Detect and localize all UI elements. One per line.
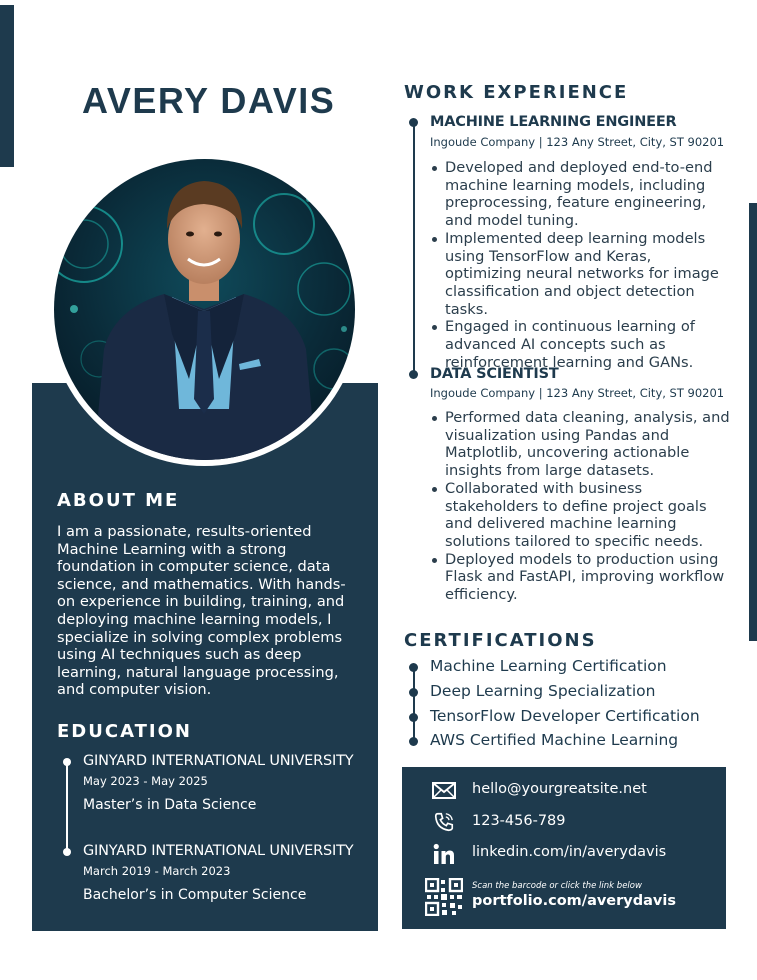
work-timeline-dot [409, 370, 418, 379]
certification-item: Machine Learning Certification [430, 657, 667, 675]
decorative-bar-right [749, 203, 757, 641]
work-experience-heading: WORK EXPERIENCE [404, 82, 629, 103]
education-heading: EDUCATION [57, 721, 192, 742]
certification-item: TensorFlow Developer Certification [430, 707, 700, 725]
education-timeline-dot [63, 848, 71, 856]
decorative-bar-left [0, 5, 14, 167]
envelope-icon [432, 782, 456, 799]
education-dates: May 2023 - May 2025 [83, 774, 208, 788]
linkedin-icon [433, 843, 455, 865]
profile-photo [54, 159, 355, 460]
linkedin-link[interactable]: linkedin.com/in/averydavis [472, 844, 667, 860]
job-bullet: Deployed models to production using Flask and FastAPI, improving workflow efficiency. [430, 551, 730, 604]
cert-dot [409, 663, 418, 672]
education-school: GINYARD INTERNATIONAL UNIVERSITY [83, 753, 354, 769]
job-bullet: Implemented deep learning models using TensorFlow and Keras, optimizing neural networks for image classification and object detection tasks. [430, 230, 730, 319]
job-bullets [430, 159, 730, 371]
job-bullet: Performed data cleaning, analysis, and visualization using Pandas and Matplotlib, uncovering actionable insights from large datasets. [430, 409, 730, 480]
phone-number: 123-456-789 [472, 813, 566, 829]
job-bullet: Engaged in continuous learning of advanced AI concepts such as reinforcement learning and GANs. [430, 318, 730, 371]
cert-dot [409, 688, 418, 697]
phone-icon [433, 811, 455, 833]
certification-item: AWS Certified Machine Learning [430, 731, 679, 749]
email-link[interactable]: hello@yourgreatsite.net [472, 781, 647, 797]
education-school: GINYARD INTERNATIONAL UNIVERSITY [83, 843, 354, 859]
job-bullet: Developed and deployed end-to-end machine learning models, including preprocessing, feature engineering, and model tuning. [430, 159, 730, 230]
education-degree: Bachelor’s in Computer Science [83, 887, 307, 903]
profile-photo-illustration [54, 159, 355, 460]
job-bullets [430, 409, 730, 604]
job-bullet: Collaborated with business stakeholders to define project goals and delivered machine learning solutions tailored to specific needs. [430, 480, 730, 551]
about-heading: ABOUT ME [57, 490, 180, 511]
job-title: DATA SCIENTIST [430, 366, 559, 382]
certification-item: Deep Learning Specialization [430, 682, 656, 700]
job-title: MACHINE LEARNING ENGINEER [430, 114, 677, 130]
work-timeline-dot [409, 118, 418, 127]
cert-dot [409, 713, 418, 722]
job-company: Ingoude Company | 123 Any Street, City, ST 90201 [430, 135, 725, 149]
job-company: Ingoude Company | 123 Any Street, City, ST 90201 [430, 386, 725, 400]
education-timeline [66, 762, 68, 854]
education-degree: Master’s in Data Science [83, 797, 257, 813]
portfolio-link[interactable]: portfolio.com/averydavis [472, 893, 676, 909]
resume-name: AVERY DAVIS [82, 80, 336, 121]
scan-note: Scan the barcode or click the link below [472, 881, 642, 891]
about-text: I am a passionate, results-oriented Machine Learning with a strong foundation in computer science, data science, and mathematics. With hands-on experience in building, training, and deploying machine learning models, I specialize in solving complex problems using AI techniques such as deep learning, natural language processing, and computer vision. [57, 523, 346, 699]
work-timeline [413, 122, 415, 375]
cert-dot [409, 737, 418, 746]
certifications-heading: CERTIFICATIONS [404, 630, 597, 651]
certifications-timeline [413, 667, 415, 742]
education-timeline-dot [63, 758, 71, 766]
education-dates: March 2019 - March 2023 [83, 864, 231, 878]
qr-code-icon[interactable] [425, 878, 463, 916]
